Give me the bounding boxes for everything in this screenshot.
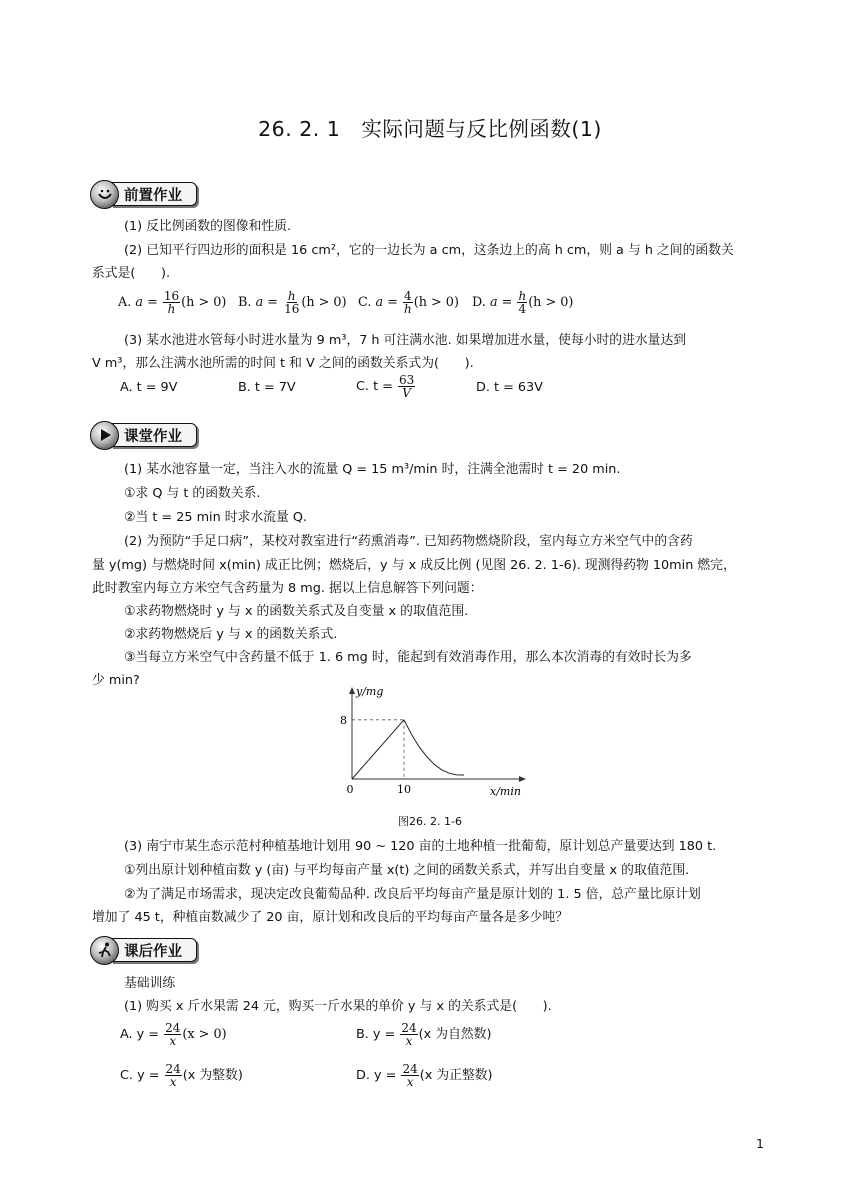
runner-icon <box>90 936 119 965</box>
class-q1-a: ①求 Q 与 t 的函数关系. <box>124 486 261 501</box>
section-badge-pre <box>90 179 197 209</box>
pre-q3-option-d: D. t = 63V <box>476 380 543 395</box>
pre-q3-option-c: C. t = $\frac{63}{V}$ <box>356 373 415 400</box>
class-q3-b-line2: 增加了 45 t，种植亩数减少了 20 亩，原计划和改良后的平均每亩产量各是多少吨？ <box>92 910 569 925</box>
class-q3-line1: (3) 南宁市某生态示范村种植基地计划用 90 ~ 120 亩的土地种植一批葡萄，原计划总产量要达到 180 t. <box>124 839 717 854</box>
after-option-a: A. y = $\frac{24}{x}$ (x > 0) <box>120 1021 227 1048</box>
after-option-c: C. y = $\frac{24}{x}$ (x 为整数) <box>120 1062 243 1089</box>
pre-q2-line2: 系式是( ). <box>92 266 171 281</box>
class-q2-c-line1: ③当每立方米空气中含药量不低于 1. 6 mg 时，能起到有效消毒作用，那么本次消毒的有效时长为多 <box>124 650 692 665</box>
class-q2-b: ②求药物燃烧后 y 与 x 的函数关系式. <box>124 627 338 642</box>
section-title-pre: 前置作业 <box>111 182 197 206</box>
after-basic-heading: 基础训练 <box>124 976 176 991</box>
pre-q2-option-c: C. a = $\frac{4}{h}$ (h > 0) <box>358 289 459 316</box>
class-q3-b-line1: ②为了满足市场需求，现决定改良葡萄品种. 改良后平均每亩产量是原计划的 1. 5 倍，总产量比原计划 <box>124 887 701 902</box>
page-title: 26. 2. 1 实际问题与反比例函数(1) <box>258 117 602 141</box>
class-q2-a: ①求药物燃烧时 y 与 x 的函数关系式及自变量 x 的取值范围. <box>124 604 469 619</box>
after-option-b: B. y = $\frac{24}{x}$ (x 为自然数) <box>356 1021 492 1048</box>
after-q1: (1) 购买 x 斤水果需 24 元，购买一斤水果的单价 y 与 x 的关系式是( ). <box>124 999 552 1014</box>
page-number: 1 <box>756 1136 764 1151</box>
pre-q2-option-b: B. a = $\frac{h}{16}$ (h > 0) <box>238 289 347 316</box>
section-badge-class <box>90 420 197 450</box>
class-q2-c-line2: 少 min? <box>92 673 140 688</box>
pre-q2-option-d: D. a = $\frac{h}{4}$ (h > 0) <box>472 289 574 316</box>
x-axis-label: x/min <box>490 785 521 798</box>
class-q1: (1) 某水池容量一定，当注入水的流量 Q = 15 m³/min 时，注满全池需时 t = 20 min. <box>124 462 621 477</box>
x-tick-10: 10 <box>397 783 411 796</box>
pre-q3-option-a: A. t = 9V <box>120 380 178 395</box>
x-tick-0: 0 <box>346 783 354 796</box>
y-axis-label: y/mg <box>356 685 384 698</box>
series-after-burning-curve <box>404 720 464 775</box>
series-burning-line <box>352 720 404 779</box>
smile-icon <box>90 180 119 209</box>
pre-q3-line2: V m³，那么注满水池所需的时间 t 和 V 之间的函数关系式为( ). <box>92 356 474 371</box>
play-icon <box>90 421 119 450</box>
class-q3-a: ①列出原计划种植亩数 y (亩) 与平均每亩产量 x(t) 之间的函数关系式，并写出自变量 x 的取值范围. <box>124 863 690 878</box>
pre-q1: (1) 反比例函数的图像和性质. <box>124 219 292 234</box>
class-q1-b: ②当 t = 25 min 时求水流量 Q. <box>124 510 307 525</box>
figure-caption: 图26. 2. 1-6 <box>398 815 462 828</box>
pre-q3-line1: (3) 某水池进水管每小时进水量为 9 m³，7 h 可注满水池. 如果增加进水量，使每小时的进水量达到 <box>124 333 687 348</box>
class-q2-line3: 此时教室内每立方米空气含药量为 8 mg. 据以上信息解答下列问题： <box>92 581 483 596</box>
class-q2-line2: 量 y(mg) 与燃烧时间 x(min) 成正比例；燃烧后，y 与 x 成反比例 (见图 26. 2. 1-6). 现测得药物 10min 燃完， <box>92 558 736 573</box>
section-title-class: 课堂作业 <box>111 423 197 447</box>
dose-time-graph <box>330 683 530 813</box>
y-tick-8: 8 <box>340 713 347 727</box>
pre-q3-option-b: B. t = 7V <box>238 380 296 395</box>
section-badge-after <box>90 935 197 965</box>
pre-q2-line1: (2) 已知平行四边形的面积是 16 cm²，它的一边长为 a cm，这条边上的高 h cm，则 a 与 h 之间的函数关 <box>124 243 734 258</box>
section-title-after: 课后作业 <box>111 938 197 962</box>
pre-q2-option-a: A. a = $\frac{16}{h}$ (h > 0) <box>118 289 227 316</box>
after-option-d: D. y = $\frac{24}{x}$ (x 为正整数) <box>356 1062 493 1089</box>
class-q2-line1: (2) 为预防“手足口病”，某校对教室进行“药熏消毒”. 已知药物燃烧阶段，室内每立方米空气中的含药 <box>124 534 693 549</box>
